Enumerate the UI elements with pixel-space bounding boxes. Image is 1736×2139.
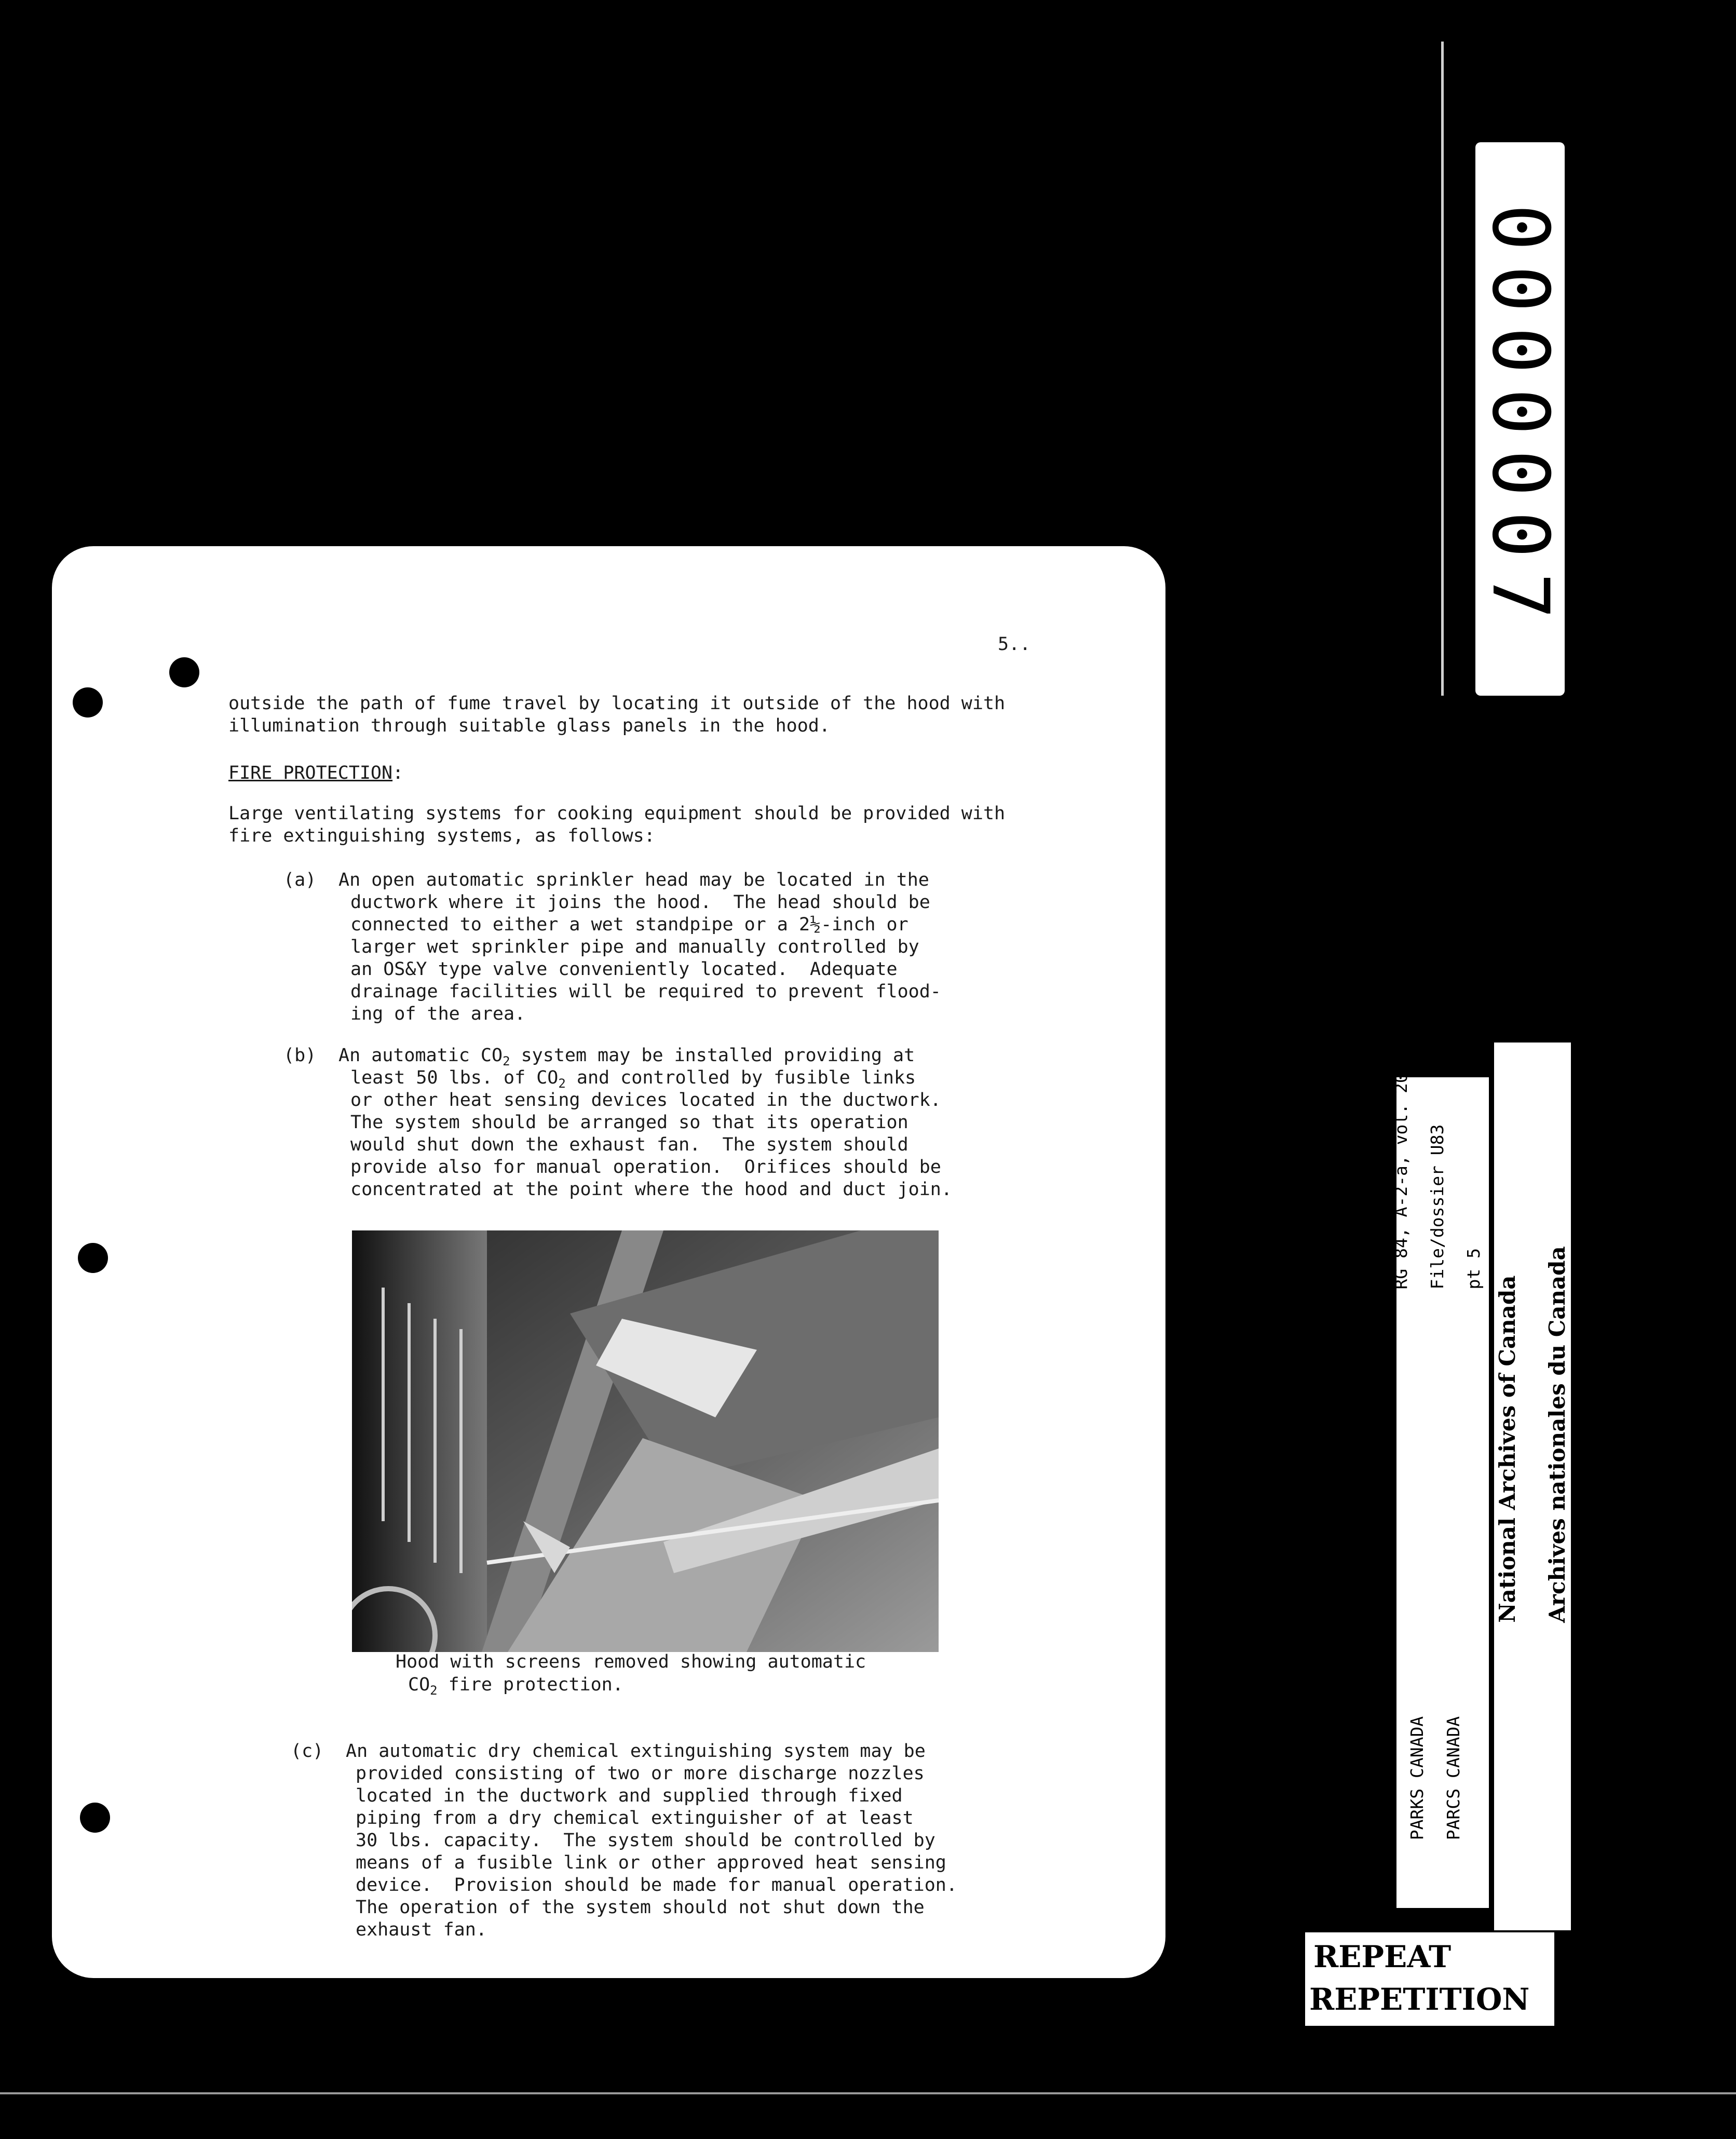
item-b-line: An automatic $CO_2$ system may be installed providing at [338, 1045, 915, 1068]
item-marker: (b) [283, 1045, 317, 1066]
item-a-line: ing of the area. [350, 1004, 526, 1024]
document-page [52, 546, 1165, 1978]
lead-line: Large ventilating systems for cooking equipment should be provided with [228, 803, 1006, 824]
item-c-line: means of a fusible link or other approved heat sensing [356, 1852, 946, 1873]
item-c-line: piping from a dry chemical extinguisher of at least [356, 1808, 914, 1829]
item-b-line: provide also for manual operation. Orifices should be [350, 1157, 941, 1177]
intro-line: outside the path of fume travel by locating it outside of the hood with [228, 693, 1006, 714]
film-bottom-edge [0, 2092, 1736, 2094]
binder-hole [78, 1243, 108, 1273]
item-c-line: The operation of the system should not shut down the [356, 1897, 925, 1918]
item-c-line: 30 lbs. capacity. The system should be controlled by [356, 1830, 935, 1851]
photo-caption-line: $CO_2$ fire protection. [408, 1674, 623, 1698]
item-a-line: ductwork where it joins the hood. The head should be [350, 892, 930, 913]
hood-photo-illustration [352, 1230, 939, 1652]
page-number: 5.. [998, 634, 1031, 655]
archives-name-line: Archives nationales du Canada [1544, 1246, 1570, 1623]
binder-hole [73, 687, 103, 717]
archives-name-block [1473, 1246, 1592, 1622]
archive-reference-line: RG 84, A-2-a, vol. 2043 [1391, 1052, 1411, 1290]
item-c-line: located in the ductwork and supplied through fixed [356, 1785, 903, 1806]
agency-block [1389, 1716, 1482, 1840]
item-a-line: An open automatic sprinkler head may be located in the [338, 870, 929, 890]
item-b-line: or other heat sensing devices located in the ductwork. [350, 1090, 941, 1111]
item-b-line: least 50 lbs. of $CO_2$ and controlled by fusible links [350, 1067, 916, 1091]
film-edge-line [1441, 42, 1444, 696]
intro-line: illumination through suitable glass panels in the hood. [228, 715, 830, 736]
repeat-line: REPEAT [1313, 1939, 1452, 1974]
lead-line: fire extinguishing systems, as follows: [228, 825, 655, 846]
item-a-line: an OS&Y type valve conveniently located. Adequate [350, 959, 898, 980]
hood-photograph [352, 1230, 939, 1652]
item-marker: (a) [283, 870, 317, 890]
repeat-stamp [1305, 1932, 1554, 2026]
item-a-line: drainage facilities will be required to prevent flood- [350, 981, 941, 1002]
item-b-line: The system should be arranged so that its operation [350, 1112, 908, 1133]
item-c-line: device. Provision should be made for manual operation. [356, 1875, 957, 1896]
item-c-line: exhaust fan. [356, 1919, 487, 1940]
archives-name-line: National Archives of Canada [1495, 1275, 1520, 1623]
archive-reference-line: File/dossier U83 [1427, 1124, 1447, 1290]
binder-hole [80, 1803, 110, 1833]
binder-hole [169, 657, 199, 687]
archive-reference-line: pt 5 [1463, 1248, 1484, 1290]
section-heading: FIRE PROTECTION: [228, 763, 404, 783]
item-b-line: concentrated at the point where the hood and duct join. [350, 1179, 952, 1200]
photo-caption-line: Hood with screens removed showing automatic [396, 1651, 866, 1672]
agency-line: PARCS CANADA [1443, 1716, 1463, 1840]
national-archives-label [1494, 1043, 1571, 1930]
item-a-line: larger wet sprinkler pipe and manually controlled by [350, 937, 919, 957]
item-marker: (c) [291, 1741, 324, 1762]
frame-number: 0000007 [1475, 204, 1565, 634]
item-c-line: provided consisting of two or more discharge nozzles [356, 1763, 925, 1784]
agency-line: PARKS CANADA [1407, 1716, 1427, 1840]
frame-number-strip [1475, 142, 1565, 696]
repetition-line: REPETITION [1309, 1982, 1530, 2017]
item-b-line: would shut down the exhaust fan. The system should [350, 1134, 908, 1155]
item-a-line: connected to either a wet standpipe or a 2½-inch or [350, 914, 908, 935]
item-c-line: An automatic dry chemical extinguishing system may be [346, 1741, 926, 1762]
